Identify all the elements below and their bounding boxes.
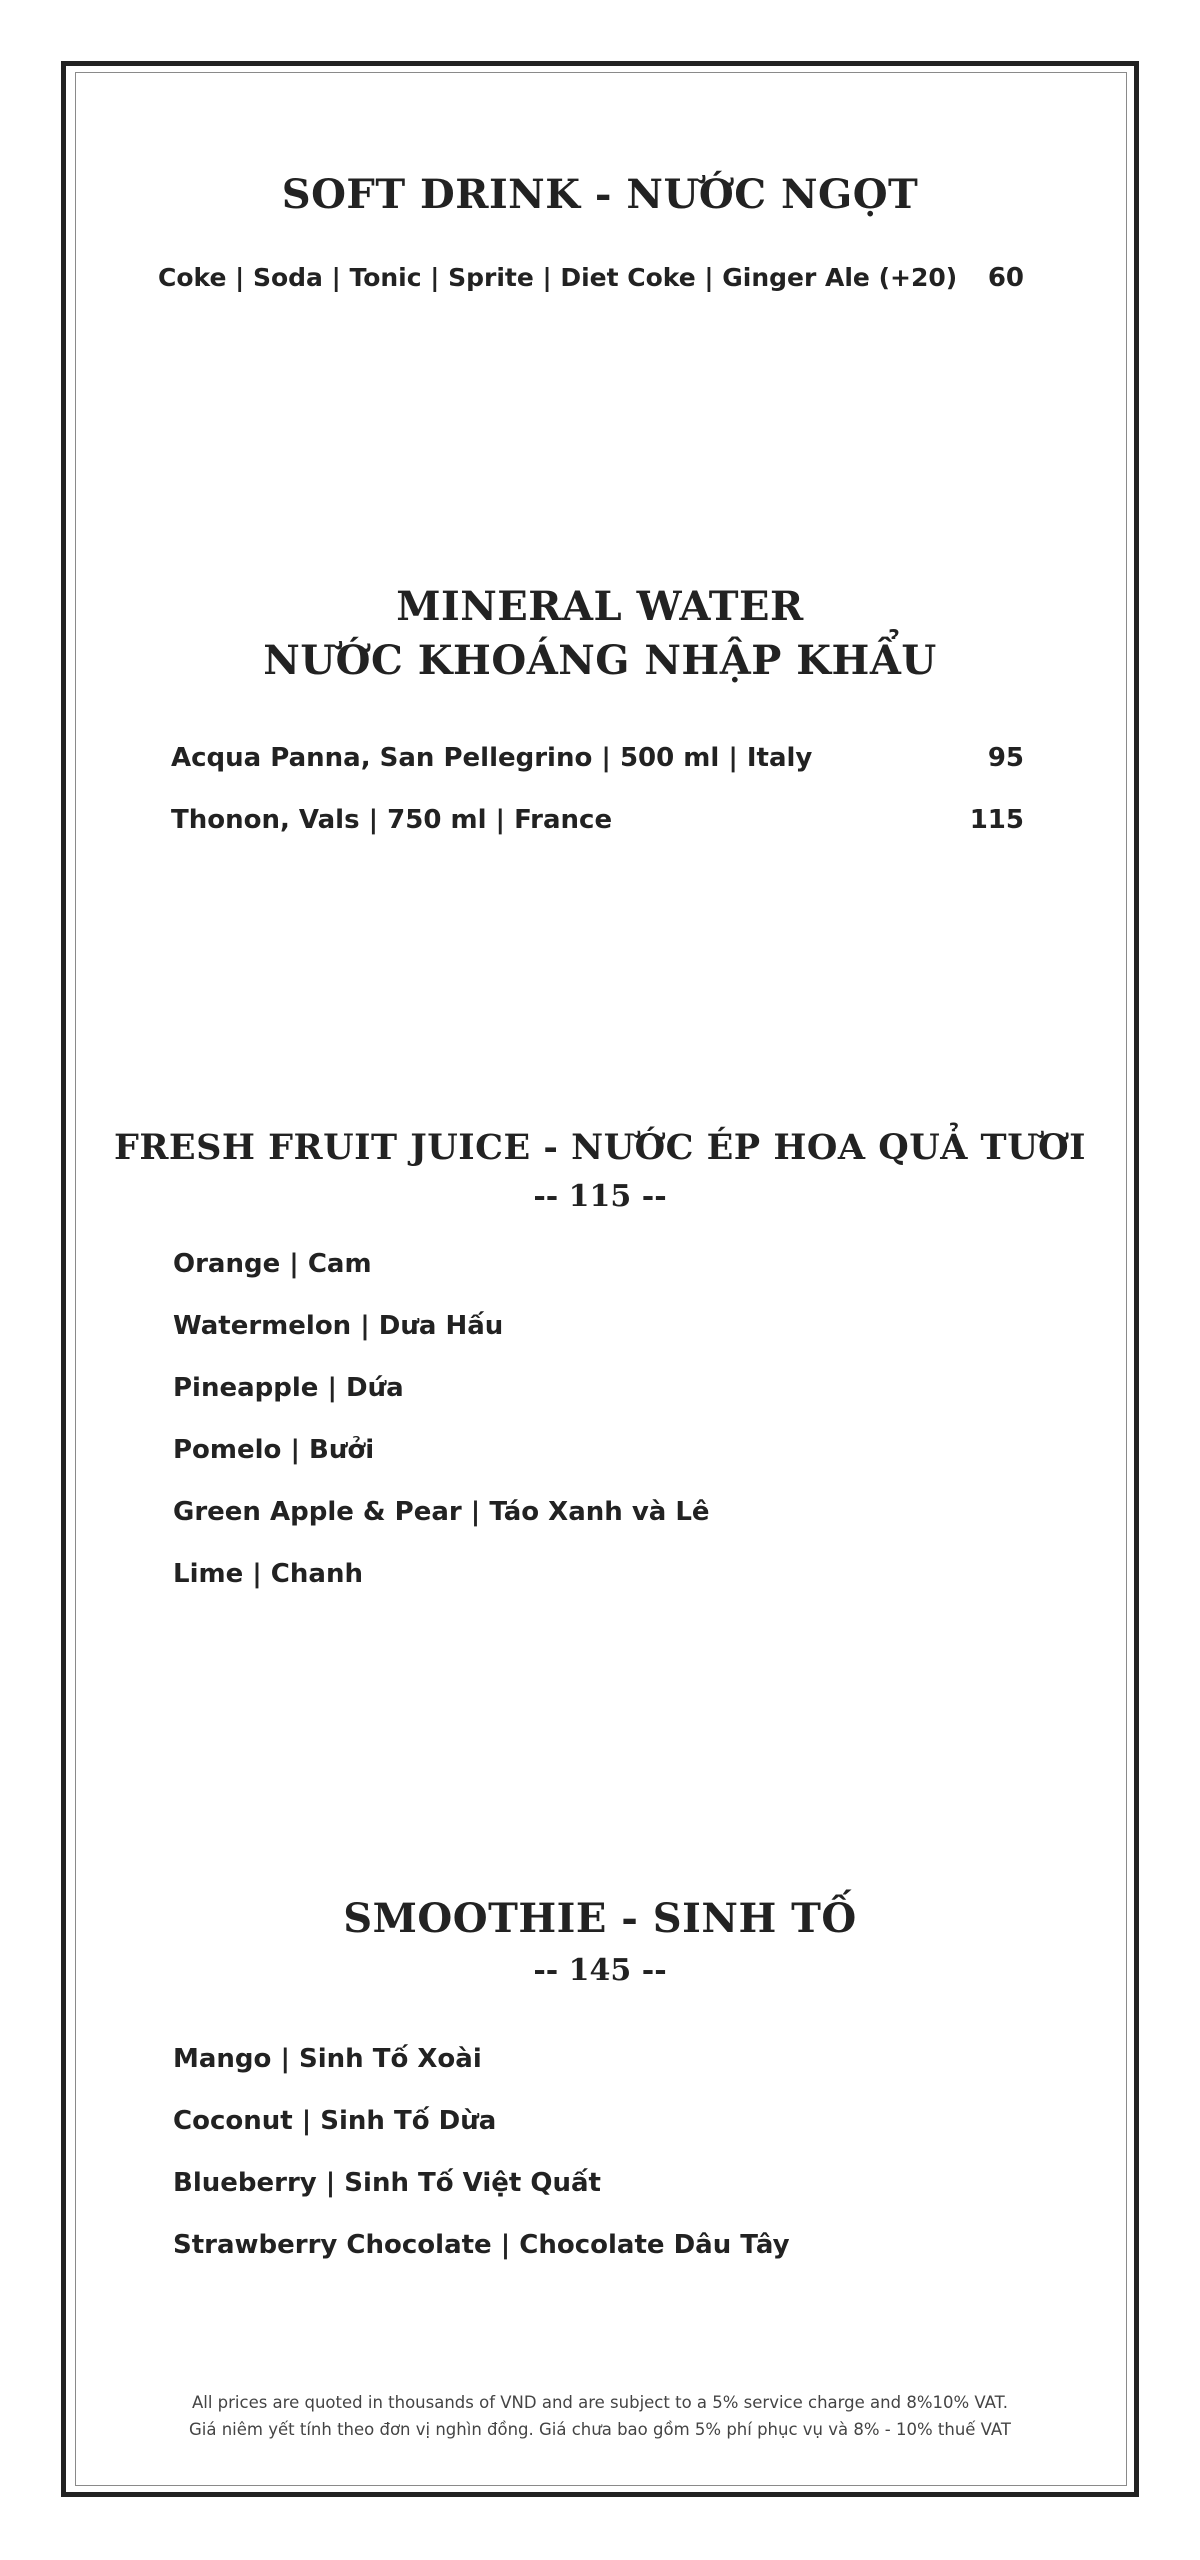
mineral-water-item: Thonon, Vals | 750 ml | France — [171, 805, 613, 835]
juice-item: Pomelo | Bưởi — [173, 1435, 375, 1465]
footer-note-english: All prices are quoted in thousands of VND and are subject to a 5% service charge and 8%10% VAT. — [191, 2393, 1009, 2412]
smoothie-item: Mango | Sinh Tố Xoài — [173, 2044, 482, 2074]
footer-note-vietnamese: Giá niêm yết tính theo đơn vị nghìn đồng. Giá chưa bao gồm 5% phí phục vụ và 8% - 10% thuế VAT — [188, 2420, 1012, 2439]
smoothie-heading: SMOOTHIE - SINH TỐ — [343, 1895, 857, 1942]
mineral-water-price: 95 — [987, 743, 1024, 773]
mineral-water-heading-line2: NƯỚC KHOÁNG NHẬP KHẨU — [263, 637, 937, 684]
juice-item: Green Apple & Pear | Táo Xanh và Lê — [173, 1497, 710, 1527]
mineral-water-price: 115 — [969, 805, 1024, 835]
mineral-water-item: Acqua Panna, San Pellegrino | 500 ml | Italy — [171, 743, 813, 773]
mineral-water-heading-line1: MINERAL WATER — [396, 583, 804, 630]
juice-item: Watermelon | Dưa Hấu — [173, 1311, 504, 1341]
juice-item: Lime | Chanh — [173, 1559, 363, 1589]
smoothie-item: Coconut | Sinh Tố Dừa — [173, 2106, 497, 2136]
juice-item: Orange | Cam — [173, 1249, 372, 1279]
juice-item: Pineapple | Dứa — [173, 1373, 404, 1403]
fresh-fruit-juice-price: -- 115 -- — [533, 1179, 667, 1214]
soft-drink-price: 60 — [987, 263, 1024, 293]
smoothie-price: -- 145 -- — [533, 1953, 667, 1988]
soft-drink-item: Coke | Soda | Tonic | Sprite | Diet Coke | Ginger Ale (+20) — [158, 263, 958, 292]
smoothie-item: Strawberry Chocolate | Chocolate Dâu Tây — [173, 2230, 790, 2260]
fresh-fruit-juice-heading: FRESH FRUIT JUICE - NƯỚC ÉP HOA QUẢ TƯƠI — [114, 1127, 1086, 1168]
soft-drink-heading: SOFT DRINK - NƯỚC NGỌT — [281, 171, 919, 218]
smoothie-item: Blueberry | Sinh Tố Việt Quất — [173, 2168, 601, 2198]
